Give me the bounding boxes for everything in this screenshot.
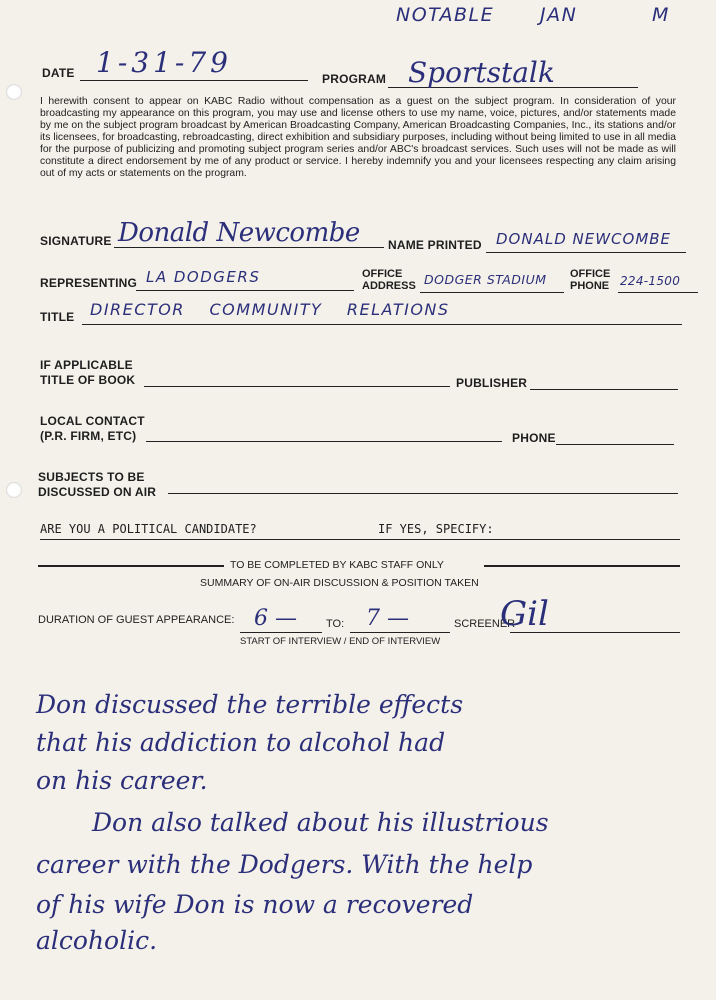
to-label: TO: (326, 618, 345, 630)
publisher-label: PUBLISHER (456, 376, 528, 390)
office-phone-line (618, 292, 698, 293)
office-address-line (420, 292, 564, 293)
local-contact-label (40, 414, 145, 444)
book-label (40, 358, 135, 388)
summary-heading: SUMMARY OF ON-AIR DISCUSSION & POSITION TAKEN (200, 577, 479, 589)
month-note: JAN (540, 4, 578, 26)
title-value[interactable]: DIRECTOR COMMUNITY RELATIONS (90, 300, 450, 319)
office-address-label-line1: OFFICE (362, 268, 403, 280)
book-line[interactable] (144, 386, 450, 387)
signature-label: SIGNATURE (40, 234, 112, 248)
consent-paragraph: I herewith consent to appear on KABC Radio without compensation as a guest on the subject program. In consideration of your broadcasting my appearance on this program, you may use and license others to use my name, voice, pictures, and/or statements made by me on the subject program broadcast by American Broadcasting Company, American Broadcasting Companies, Inc., its stations and/or its licensees, for broadcasting, rebroadcasting, direct exhibition and subsidiary purposes, including without being limited to use in all media for the purpose of publicizing and promoting subject program series and/or ABC's broadcast services. Such uses will not be made as will constitute a direct endorsement by me of any product or service. I hereby indemnify you and your licensees respecting any claim arising out of my acts or statements on the program. (40, 96, 676, 179)
office-address-label-line2: ADDRESS (362, 280, 416, 292)
title-line (82, 324, 682, 325)
office-address-value[interactable]: DODGER STADIUM (424, 272, 547, 287)
if-yes-label: IF YES, SPECIFY: (378, 522, 494, 536)
end-time-value[interactable]: 7 — (366, 606, 409, 631)
notable-note: NOTABLE (396, 4, 495, 26)
duration-label: DURATION OF GUEST APPEARANCE: (38, 614, 235, 626)
program-label: PROGRAM (322, 72, 387, 86)
representing-label: REPRESENTING (40, 276, 138, 290)
publisher-line[interactable] (530, 389, 678, 390)
program-value[interactable]: Sportstalk (408, 56, 555, 89)
office-address-label (362, 268, 416, 292)
staff-divider-right (484, 565, 680, 567)
note-line-1: Don discussed the terrible effects (36, 690, 464, 719)
office-phone-value[interactable]: 224-1500 (620, 274, 681, 288)
representing-value[interactable]: LA DODGERS (146, 268, 261, 286)
title-label: TITLE (40, 310, 75, 324)
name-printed-line (486, 252, 686, 253)
mark-note: M (652, 4, 670, 26)
subjects-label-line2: DISCUSSED ON AIR (38, 485, 157, 499)
staff-heading: TO BE COMPLETED BY KABC STAFF ONLY (230, 559, 444, 571)
date-value[interactable]: 1-31-79 (96, 46, 232, 79)
phone-line[interactable] (556, 444, 674, 445)
screener-label: SCREENER (454, 618, 516, 630)
note-line-2: that his addiction to alcohol had (36, 728, 446, 757)
office-phone-label-line1: OFFICE (570, 268, 611, 280)
office-phone-label-line2: PHONE (570, 280, 610, 292)
subjects-line[interactable] (168, 493, 678, 494)
subjects-label-line1: SUBJECTS TO BE (38, 470, 145, 484)
book-label-line2: TITLE OF BOOK (40, 373, 136, 387)
start-end-caption: START OF INTERVIEW / END OF INTERVIEW (240, 636, 441, 647)
representing-line (136, 290, 354, 291)
note-line-5: career with the Dodgers. With the help (36, 850, 533, 879)
note-line-7: alcoholic. (36, 926, 158, 955)
office-phone-label (570, 268, 610, 292)
start-time-line (240, 632, 322, 633)
staff-divider-left (38, 565, 224, 567)
book-label-line1: IF APPLICABLE (40, 358, 133, 372)
binder-hole-bottom (6, 482, 22, 498)
date-label: DATE (42, 66, 75, 80)
political-line[interactable] (40, 539, 680, 540)
local-contact-label-line1: LOCAL CONTACT (40, 414, 145, 428)
screener-value[interactable]: Gil (500, 594, 549, 634)
note-line-6: of his wife Don is now a recovered (36, 890, 474, 919)
name-printed-label: NAME PRINTED (388, 238, 482, 252)
note-line-4: Don also talked about his illustrious (92, 808, 549, 837)
end-time-line (350, 632, 450, 633)
local-contact-line[interactable] (146, 441, 502, 442)
date-line (80, 80, 308, 81)
signature-value[interactable]: Donald Newcombe (118, 218, 360, 248)
name-printed-value[interactable]: DONALD NEWCOMBE (496, 230, 672, 248)
political-question: ARE YOU A POLITICAL CANDIDATE? (40, 522, 257, 536)
subjects-label (38, 470, 156, 500)
start-time-value[interactable]: 6 — (254, 606, 297, 631)
local-contact-label-line2: (P.R. FIRM, ETC) (40, 429, 137, 443)
binder-hole-top (6, 84, 22, 100)
phone-label: PHONE (512, 431, 556, 445)
note-line-3: on his career. (36, 766, 208, 795)
